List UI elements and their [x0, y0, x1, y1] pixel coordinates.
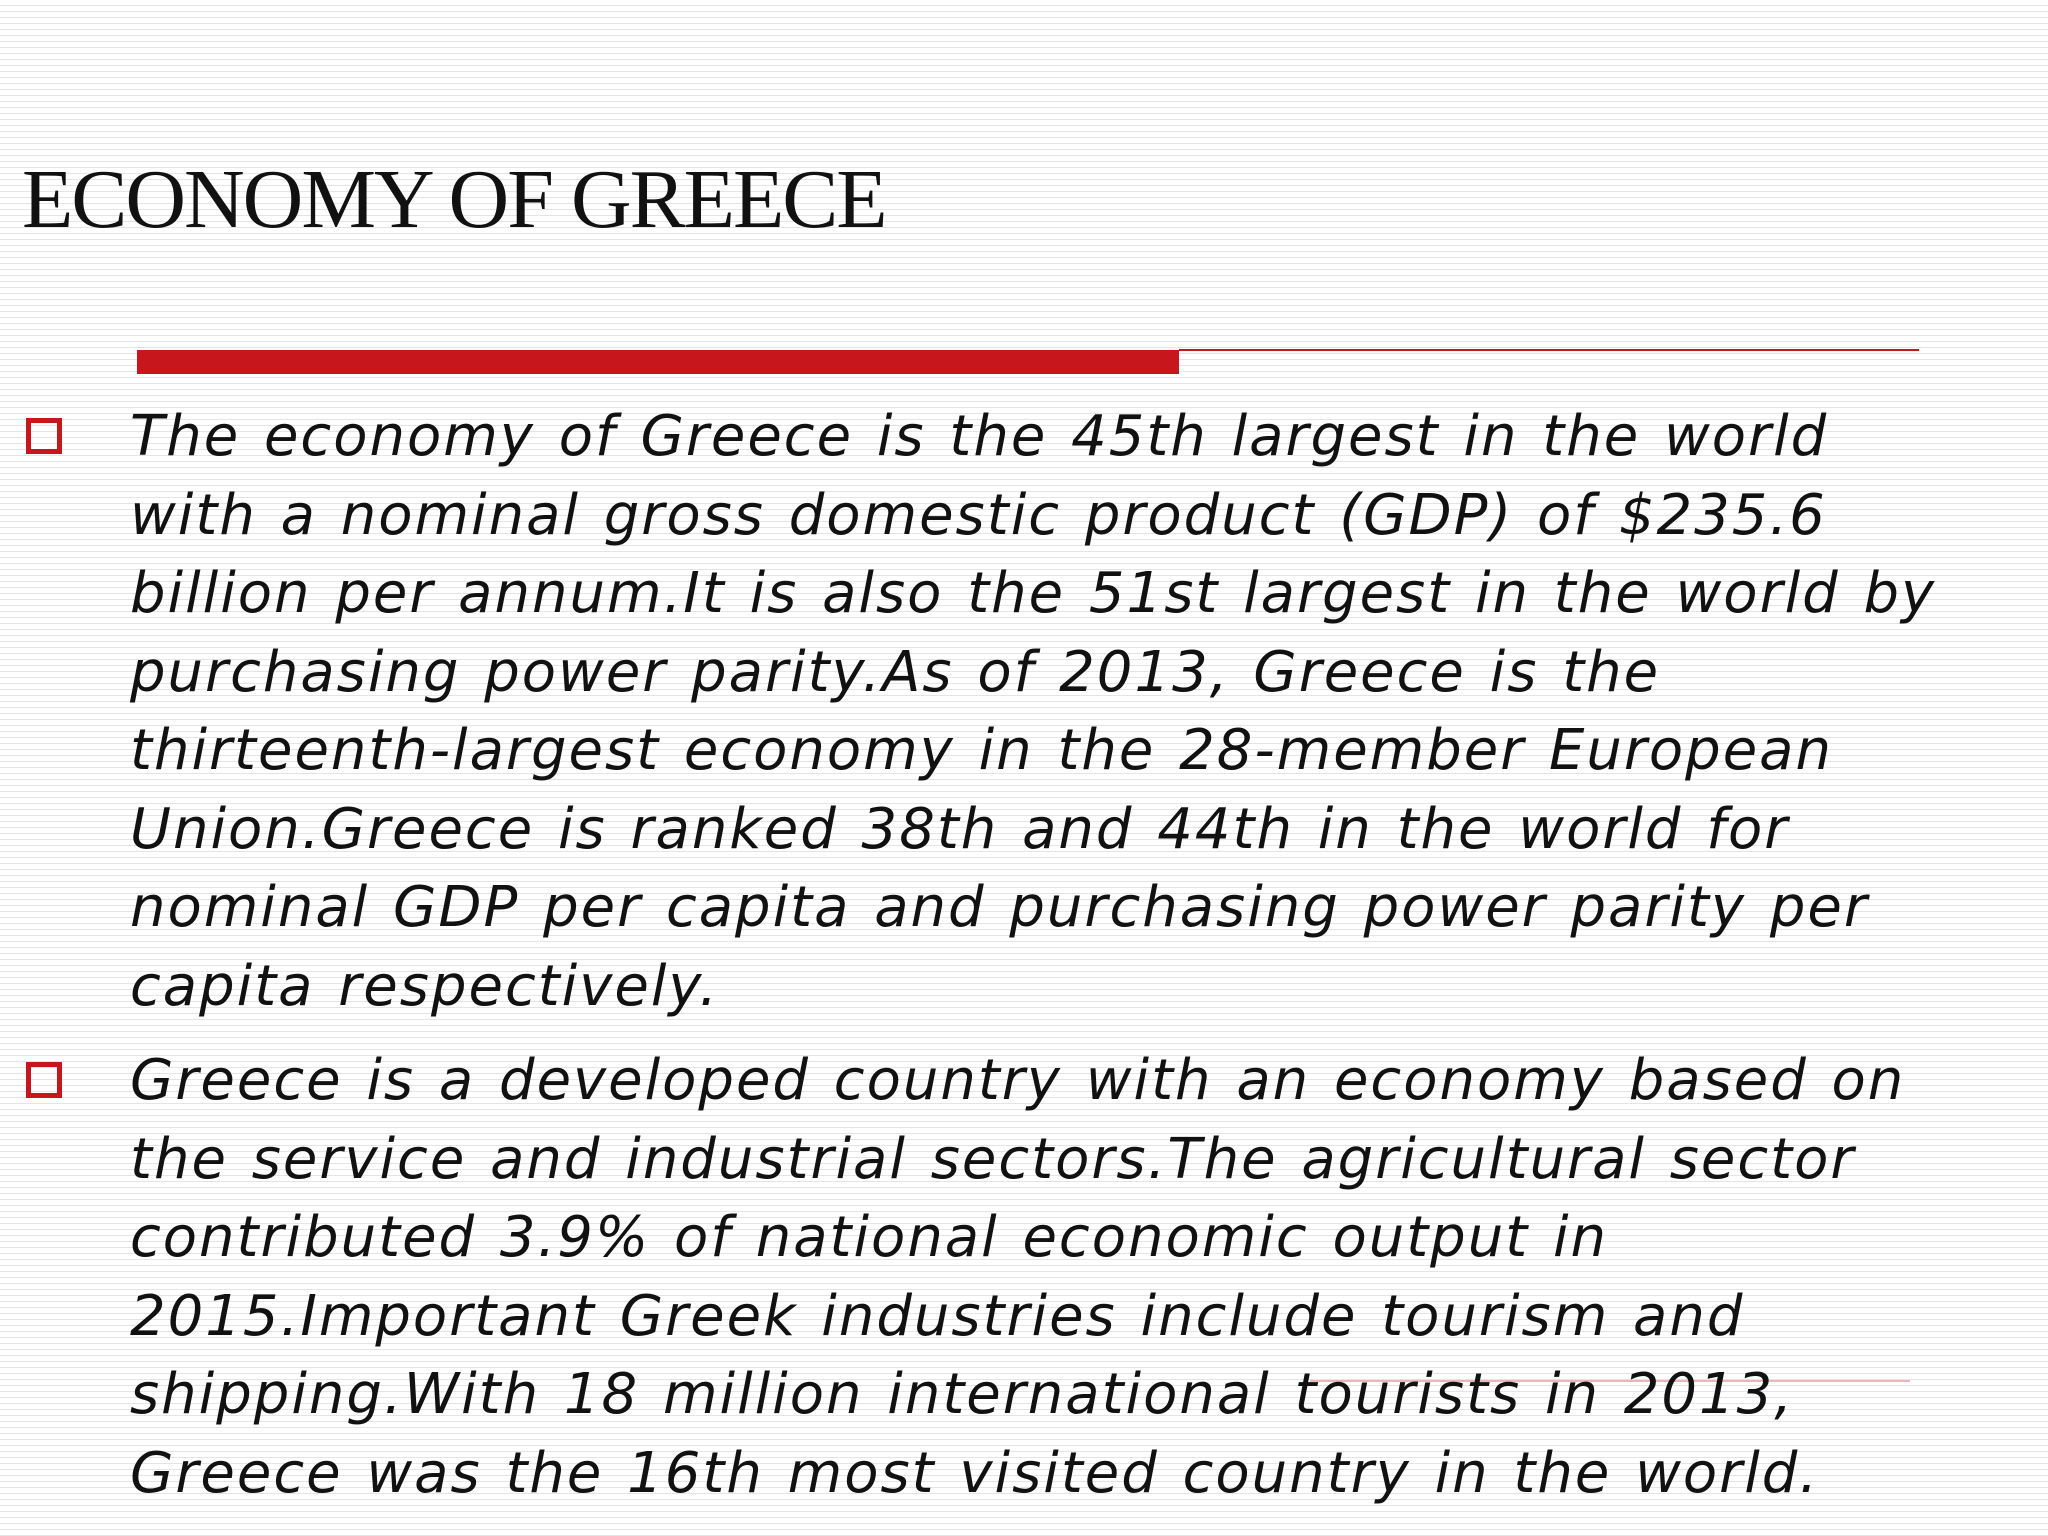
- bullet-line: purchasing power parity.As of 2013, Greece is the: [130, 639, 1661, 705]
- bullet-line: with a nominal gross domestic product (GDP) of $235.6: [130, 482, 1827, 548]
- title-accent-line: [1179, 349, 1919, 351]
- bullet-text: [130, 398, 2006, 1026]
- bullet-line: nominal GDP per capita and purchasing power parity per: [130, 875, 1869, 940]
- bullet-line: Union.Greece is ranked 38th and 44th in the world for: [130, 796, 1790, 862]
- bullet-text: [130, 1042, 2006, 1513]
- hollow-square-bullet-icon: [26, 1062, 62, 1098]
- bullet-line: contributed 3.9% of national economic output in: [130, 1205, 1608, 1270]
- bullet-line: thirteenth-largest economy in the 28-member European: [130, 718, 1833, 783]
- bullet-line: Greece was the 16th most visited country in the world.: [130, 1440, 1820, 1506]
- bullet-line: the service and industrial sectors.The agricultural sector: [130, 1126, 1856, 1192]
- slide-title: ECONOMY OF GREECE: [22, 153, 886, 246]
- bullet-line: capita respectively.: [130, 953, 719, 1019]
- bullet-line: 2015.Important Greek industries include tourism and: [130, 1283, 1745, 1349]
- bullet-line: shipping.With 18 million international tourists in 2013,: [130, 1362, 1795, 1427]
- title-accent-bar: [137, 350, 1179, 374]
- hollow-square-bullet-icon: [26, 418, 62, 454]
- bullet-line: Greece is a developed country with an economy based on: [130, 1048, 1906, 1113]
- bullet-line: billion per annum.It is also the 51st largest in the world by: [130, 561, 1937, 626]
- bullet-line: The economy of Greece is the 45th largest in the world: [130, 404, 1829, 469]
